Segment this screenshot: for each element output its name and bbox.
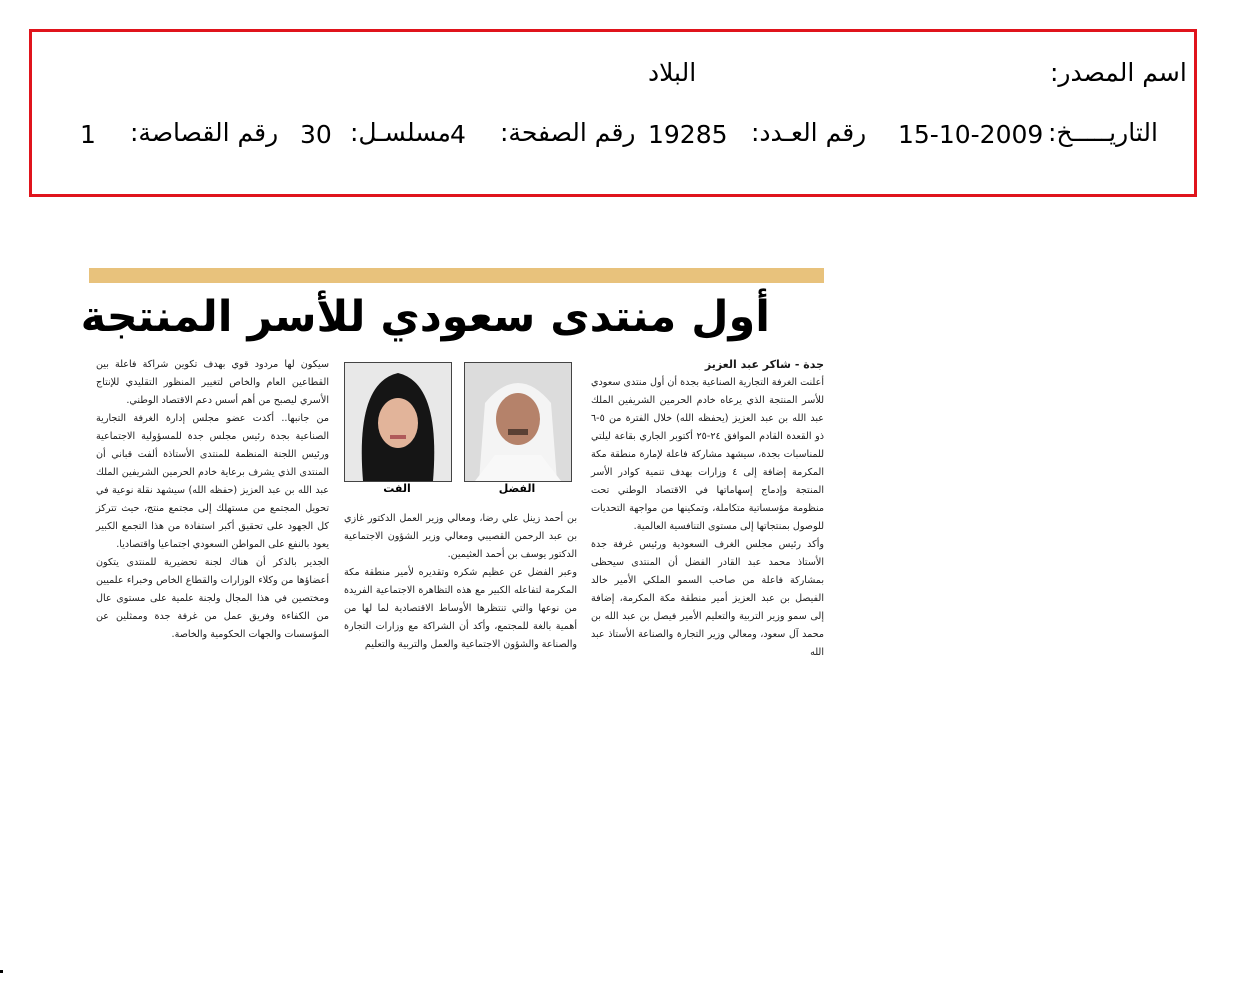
- source-label: اسم المصدر:: [1050, 58, 1187, 87]
- photo-olfat-caption: الفت: [383, 482, 411, 495]
- page-label: رقم الصفحة:: [500, 118, 636, 147]
- source-value: البلاد: [648, 58, 697, 87]
- clip-value: 1: [80, 120, 96, 149]
- scan-mark: [0, 970, 3, 973]
- paragraph: من جانبها.. أكدت عضو مجلس إدارة الغرفة التجارية الصناعية بجدة رئيس مجلس جدة للمسؤولية الاجتماعية ورئيس اللجنة المنظمة للمنتدى الأستاذة ألفت قباني أن المنتدى الذي يشرف برعاية خادم الحرمين الشريفين الملك عبد الله بن عبد العزيز (حفظه الله) سيشهد نقلة نوعية في تحويل المجتمع من مستهلك إلى مجتمع منتج، حيث تتركز كل الجهود على تحقيق أكبر استفادة من هذا التجمع الكبير يعود بالنفع على المواطن السعودي اجتماعيا واقتصاديا.: [96, 413, 329, 550]
- byline: جدة - شاكر عبد العزيز: [704, 358, 824, 371]
- paragraph: الجدير بالذكر أن هناك لجنة تحضيرية للمنتدى يتكون أعضاؤها من وكلاء الوزارات والقطاع الخاص وخبراء علميين ومختصين في هذا المجال ولجنة علمية على مستوى عال من الكفاءة وفريق عمل من غرفة جدة وممثلين عن المؤسسات والجهات الحكومية والخاصة.: [96, 557, 329, 640]
- paragraph: أعلنت الغرفة التجارية الصناعية بجدة أن أول منتدى سعودي للأسر المنتجة الذي يرعاه خادم الحرمين الشريفين الملك عبد الله بن عبد العزيز (يحفظه الله) خلال الفترة من ٥-٦ ذو القعدة القادم الموافق ٢٤-٢٥ أكتوبر الجاري بقاعة ليلتي للمناسبات بجدة، سيشهد مشاركة فاعلة لإمارة منطقة مكة المكرمة إضافة إلى ٤ وزارات بهدف تنمية كوادر الأسر المنتجة وإدماج إسهاماتها في الاقتصاد الوطني تحت منظومة مؤسساتية متكاملة، وتمكينها من مواجهة التحديات للوصول بمنتجاتها إلى مستوى التنافسية العالمية.: [591, 377, 825, 532]
- photo-alfadl-caption: الفضل: [498, 482, 536, 495]
- article-headline: أول منتدى سعودي للأسر المنتجة: [80, 292, 770, 342]
- article-column-right: [591, 356, 824, 662]
- photo-olfat: [344, 362, 452, 482]
- portrait-man-image: [465, 363, 571, 481]
- serial-label: مسلسـل:: [350, 118, 451, 147]
- clip-label: رقم القصاصة:: [130, 118, 279, 147]
- article-column-middle: [344, 510, 577, 654]
- article-column-left: [96, 356, 329, 644]
- paragraph: وعبر الفضل عن عظيم شكره وتقديره لأمير منطقة مكة المكرمة لتفاعله الكبير مع هذه التظاهرة الاجتماعية الفريدة من نوعها والتي تنتظرها الأوساط الاقتصادية لما لها من أهمية بالغة للمجتمع، وأكد أن الشراكة مع وزارات التجارة والصناعة والشؤون الاجتماعية والعمل والتربية والتعليم: [344, 567, 577, 650]
- clipping-header-box: [29, 29, 1197, 197]
- paragraph: بن أحمد زينل علي رضا، ومعالي وزير العمل الدكتور غازي بن عبد الرحمن القصيبي ومعالي وزير الشؤون الاجتماعية الدكتور يوسف بن أحمد العثيمين.: [344, 513, 577, 560]
- portrait-woman-image: [345, 363, 451, 481]
- headline-accent-bar: [89, 268, 824, 283]
- page-value: 4: [450, 120, 466, 149]
- issue-value: 19285: [648, 120, 728, 149]
- photo-alfadl: [464, 362, 572, 482]
- date-value: 15-10-2009: [898, 120, 1044, 149]
- issue-label: رقم العـدد:: [751, 118, 867, 147]
- date-label: التاريـــــخ:: [1048, 118, 1158, 147]
- serial-value: 30: [300, 120, 332, 149]
- paragraph: وأكد رئيس مجلس الغرف السعودية ورئيس غرفة جدة الأستاذ محمد عبد القادر الفضل أن المنتدى سيحظى بمشاركة فاعلة من صاحب السمو الملكي الأمير خالد الفيصل بن عبد العزيز أمير منطقة مكة المكرمة، إضافة إلى سمو وزير التربية والتعليم الأمير فيصل بن عبد الله بن محمد آل سعود، ومعالي وزير التجارة والصناعة الأستاذ عبد الله: [591, 539, 824, 658]
- paragraph: سيكون لها مردود قوي بهدف تكوين شراكة فاعلة بين القطاعين العام والخاص لتغيير المنظور التقليدي للإنتاج الأسري ليصبح من أهم أسس دعم الاقتصاد الوطني.: [96, 359, 329, 406]
